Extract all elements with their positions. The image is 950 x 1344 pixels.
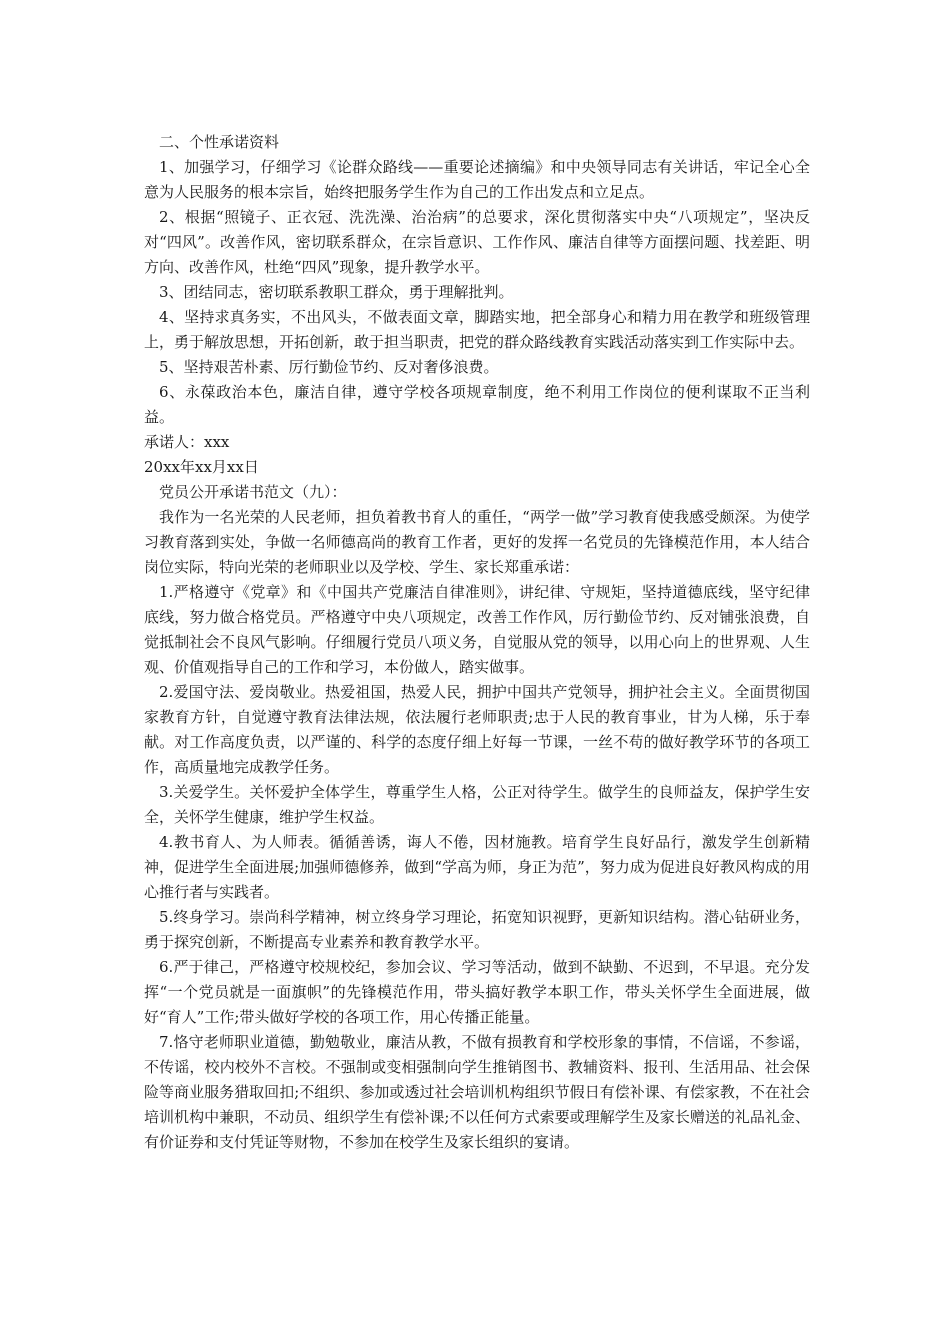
section-heading: 二、个性承诺资料: [159, 133, 280, 151]
commitment-paragraph: 6.严于律己，严格遵守校规校纪，参加会议、学习等活动，做到不缺勤、不迟到，不早退。充分发挥“一个党员就是一面旗帜”的先锋模范作用，带头搞好教学本职工作，带头关怀学生全面进展，做好“育人”工作;带头做好学校的各项工作，用心传播正能量。: [144, 958, 810, 1026]
commitment-paragraph: 3.关爱学生。关怀爱护全体学生，尊重学生人格，公正对待学生。做学生的良师益友，保护学生安全，关怀学生健康，维护学生权益。: [144, 783, 810, 826]
commitment-paragraph: 3、团结同志，密切联系教职工群众，勇于理解批判。: [159, 283, 514, 301]
commitment-paragraph: 1、加强学习，仔细学习《论群众路线——重要论述摘编》和中央领导同志有关讲话，牢记全心全意为人民服务的根本宗旨，始终把服务学生作为自己的工作出发点和立足点。: [144, 158, 810, 201]
date-line: 20xx年xx月xx日: [144, 458, 259, 476]
commitment-paragraph: 1.严格遵守《党章》和《中国共产党廉洁自律准则》，讲纪律、守规矩，坚持道德底线，坚守纪律底线，努力做合格党员。严格遵守中央八项规定，改善工作作风，厉行勤俭节约、反对铺张浪费，自觉抵制社会不良风气影响。仔细履行党员八项义务，自觉服从党的领导，以用心向上的世界观、人生观、价值观指导自己的工作和学习，本份做人，踏实做事。: [144, 583, 810, 676]
commitment-paragraph: 6、永葆政治本色，廉洁自律，遵守学校各项规章制度，绝不利用工作岗位的便利谋取不正当利益。: [144, 383, 810, 426]
commitment-paragraph: 4.教书育人、为人师表。循循善诱，诲人不倦，因材施教。培育学生良好品行，激发学生创新精神，促进学生全面进展;加强师德修养，做到“学高为师，身正为范”，努力成为促进良好教风构成的用心推行者与实践者。: [144, 833, 810, 901]
intro-paragraph: 我作为一名光荣的人民老师，担负着教书育人的重任，“两学一做”学习教育使我感受颇深。为使学习教育落到实处，争做一名师德高尚的教育工作者，更好的发挥一名党员的先锋模范作用，本人结合岗位实际，特向光荣的老师职业以及学校、学生、家长郑重承诺：: [144, 508, 810, 576]
commitment-paragraph: 2.爱国守法、爱岗敬业。热爱祖国，热爱人民，拥护中国共产党领导，拥护社会主义。全面贯彻国家教育方针，自觉遵守教育法律法规，依法履行老师职责;忠于人民的教育事业，甘为人梯，乐于奉献。对工作高度负责，以严谨的、科学的态度仔细上好每一节课，一丝不苟的做好教学环节的各项工作，高质量地完成教学任务。: [144, 683, 810, 776]
commitment-paragraph: 4、坚持求真务实，不出风头，不做表面文章，脚踏实地，把全部身心和精力用在教学和班级管理上，勇于解放思想，开拓创新，敢于担当职责，把党的群众路线教育实践活动落实到工作实际中去。: [144, 308, 810, 351]
sample-title: 党员公开承诺书范文（九）：: [159, 483, 347, 501]
commitment-paragraph: 5.终身学习。崇尚科学精神，树立终身学习理论，拓宽知识视野，更新知识结构。潜心钻研业务，勇于探究创新，不断提高专业素养和教育教学水平。: [144, 908, 810, 951]
commitment-paragraph: 7.恪守老师职业道德，勤勉敬业，廉洁从教，不做有损教育和学校形象的事情，不信谣，不参谣，不传谣，校内校外不言校。不强制或变相强制向学生推销图书、教辅资料、报刊、生活用品、社会保险等商业服务猎取回扣;不组织、参加或透过社会培训机构组织节假日有偿补课、有偿家教，不在社会培训机构中兼职，不动员、组织学生有偿补课;不以任何方式索要或理解学生及家长赠送的礼品礼金、有价证券和支付凭证等财物，不参加在校学生及家长组织的宴请。: [144, 1033, 810, 1151]
document-body: [144, 130, 810, 1155]
commitment-paragraph: 2、根据“照镜子、正衣冠、洗洗澡、治治病”的总要求，深化贯彻落实中央“八项规定”，坚决反对“四风”。改善作风，密切联系群众，在宗旨意识、工作作风、廉洁自律等方面摆问题、找差距、明方向、改善作风，杜绝“四风”现象，提升教学水平。: [144, 208, 810, 276]
commitment-paragraph: 5、坚持艰苦朴素、厉行勤俭节约、反对奢侈浪费。: [159, 358, 499, 376]
signer-line: 承诺人：xxx: [144, 433, 230, 451]
